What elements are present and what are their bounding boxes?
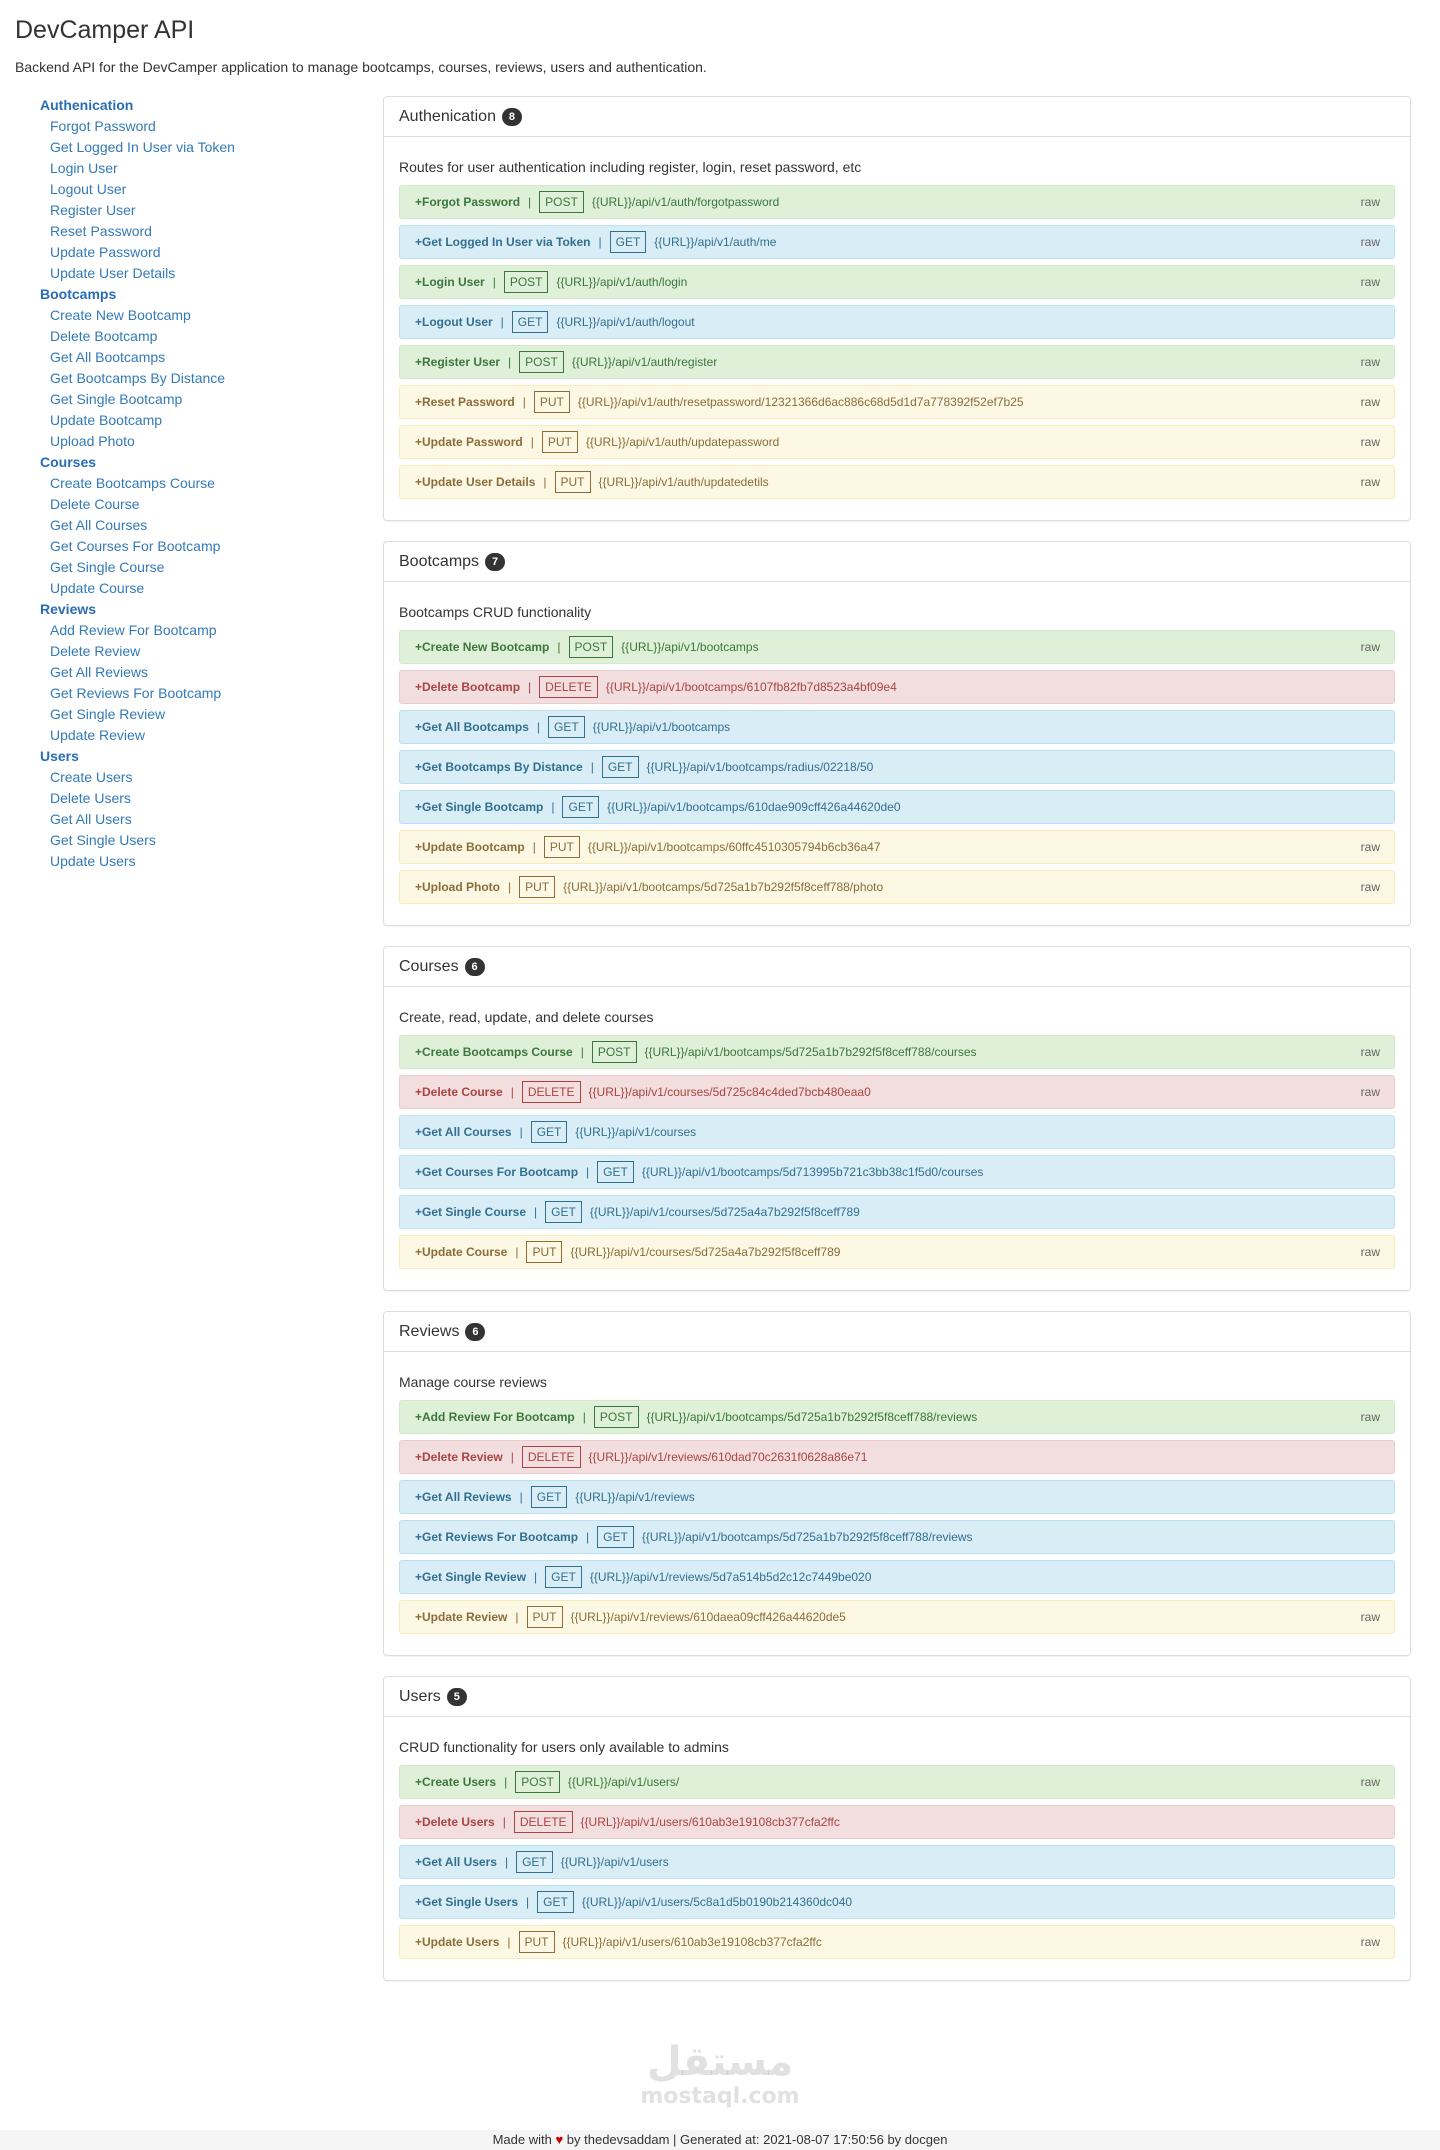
section-authenication (383, 96, 1411, 521)
method-badge: GET (562, 796, 599, 818)
section-title: Courses (399, 957, 459, 975)
sidebar-group-authenication[interactable]: Authenication (40, 97, 134, 113)
raw-link[interactable]: raw (1360, 195, 1380, 209)
raw-link[interactable]: raw (1360, 475, 1380, 489)
method-badge: GET (512, 311, 549, 333)
route-reset-password[interactable] (399, 385, 1395, 419)
sidebar-item-get-all-bootcamps[interactable]: Get All Bootcamps (50, 349, 166, 365)
raw-link[interactable]: raw (1360, 355, 1380, 369)
page-title: DevCamper API (15, 16, 195, 44)
route-get-single-users[interactable] (399, 1885, 1395, 1919)
sidebar-item-delete-review[interactable]: Delete Review (50, 643, 141, 659)
route-url: {{URL}}/api/v1/auth/me (654, 235, 777, 249)
route-name: +Get Single Review (415, 1570, 527, 1584)
method-badge: DELETE (522, 1081, 581, 1103)
route-login-user[interactable] (399, 265, 1395, 299)
route-separator: | (598, 235, 602, 249)
route-separator: | (500, 315, 504, 329)
route-url: {{URL}}/api/v1/courses (575, 1125, 697, 1139)
method-badge: GET (516, 1851, 553, 1873)
route-url: {{URL}}/api/v1/bootcamps/5d725a1b7b292f5f8ceff788/courses (644, 1045, 977, 1059)
sidebar-item-create-users[interactable]: Create Users (50, 769, 133, 785)
section-count-badge: 5 (447, 1688, 467, 1706)
section-heading (384, 542, 1410, 582)
route-name: +Update Course (415, 1245, 508, 1259)
route-url: {{URL}}/api/v1/auth/resetpassword/12321366d6ac886c68d5d1d7a778392f52ef7b25 (577, 395, 1024, 409)
method-badge: GET (602, 756, 639, 778)
sidebar-item-delete-course[interactable]: Delete Course (50, 496, 140, 512)
section-count-badge: 8 (502, 108, 522, 126)
route-name: +Create New Bootcamp (415, 640, 550, 654)
sidebar-item-get-logged-in-user-via-token[interactable]: Get Logged In User via Token (50, 139, 235, 155)
sidebar-nav (40, 95, 350, 872)
route-separator: | (580, 1045, 584, 1059)
section-title: Bootcamps (399, 552, 480, 570)
route-get-courses-for-bootcamp[interactable] (399, 1155, 1395, 1189)
route-name: +Add Review For Bootcamp (415, 1410, 575, 1424)
route-name: +Get All Bootcamps (415, 720, 529, 734)
route-url: {{URL}}/api/v1/bootcamps/5d713995b721c3bb38c1f5d0/courses (641, 1165, 984, 1179)
sidebar-item-get-all-reviews[interactable]: Get All Reviews (50, 664, 149, 680)
route-url: {{URL}}/api/v1/auth/forgotpassword (591, 195, 780, 209)
watermark-arabic: مستقل (646, 2039, 794, 2085)
sidebar-item-update-user-details[interactable]: Update User Details (50, 265, 176, 281)
method-badge: PUT (519, 1931, 555, 1953)
route-get-all-reviews[interactable] (399, 1480, 1395, 1514)
sidebar-item-update-course[interactable]: Update Course (50, 580, 145, 596)
sidebar-item-logout-user[interactable]: Logout User (50, 181, 127, 197)
sidebar-item-forgot-password[interactable]: Forgot Password (50, 118, 156, 134)
route-name: +Get Bootcamps By Distance (415, 760, 583, 774)
sidebar-item-update-bootcamp[interactable]: Update Bootcamp (50, 412, 163, 428)
route-name: +Reset Password (415, 395, 515, 409)
method-badge: GET (548, 716, 585, 738)
route-add-review-for-bootcamp[interactable] (399, 1400, 1395, 1434)
sidebar-item-create-bootcamps-course[interactable]: Create Bootcamps Course (50, 475, 215, 491)
sidebar-item-get-courses-for-bootcamp[interactable]: Get Courses For Bootcamp (50, 538, 221, 554)
sidebar-item-add-review-for-bootcamp[interactable]: Add Review For Bootcamp (50, 622, 217, 638)
sidebar-item-get-bootcamps-by-distance[interactable]: Get Bootcamps By Distance (50, 370, 226, 386)
route-get-all-users[interactable] (399, 1845, 1395, 1879)
route-name: +Create Bootcamps Course (415, 1045, 573, 1059)
section-description: Bootcamps CRUD functionality (399, 604, 592, 620)
route-url: {{URL}}/api/v1/bootcamps/radius/02218/50 (646, 760, 874, 774)
method-badge: PUT (534, 391, 570, 413)
method-badge: PUT (555, 471, 591, 493)
sidebar-item-upload-photo[interactable]: Upload Photo (50, 433, 135, 449)
route-separator: | (519, 1125, 523, 1139)
route-separator: | (551, 800, 555, 814)
route-separator: | (508, 355, 512, 369)
route-name: +Create Users (415, 1775, 497, 1789)
route-separator: | (508, 880, 512, 894)
route-separator: | (515, 1610, 519, 1624)
route-update-course[interactable] (399, 1235, 1395, 1269)
sidebar-item-reset-password[interactable]: Reset Password (50, 223, 152, 239)
route-url: {{URL}}/api/v1/users/610ab3e19108cb377cfa2ffc (580, 1815, 840, 1829)
section-count-badge: 7 (485, 553, 505, 571)
route-get-all-bootcamps[interactable] (399, 710, 1395, 744)
method-badge: POST (519, 351, 564, 373)
route-separator: | (557, 640, 561, 654)
route-separator: | (586, 1530, 590, 1544)
sidebar-group-users[interactable]: Users (40, 748, 79, 764)
route-logout-user[interactable] (399, 305, 1395, 339)
route-name: +Update Users (415, 1935, 500, 1949)
route-name: +Get Reviews For Bootcamp (415, 1530, 579, 1544)
route-separator: | (532, 840, 536, 854)
sidebar-item-update-users[interactable]: Update Users (50, 853, 136, 869)
route-url: {{URL}}/api/v1/bootcamps/5d725a1b7b292f5f8ceff788/photo (563, 880, 884, 894)
method-badge: DELETE (514, 1811, 573, 1833)
section-count-badge: 6 (465, 958, 485, 976)
route-separator: | (590, 760, 594, 774)
method-badge: PUT (527, 1606, 563, 1628)
raw-link[interactable]: raw (1360, 395, 1380, 409)
route-url: {{URL}}/api/v1/users/610ab3e19108cb377cfa2ffc (562, 1935, 822, 1949)
route-url: {{URL}}/api/v1/users/5c8a1d5b0190b214360dc040 (581, 1895, 853, 1909)
raw-link[interactable]: raw (1360, 640, 1380, 654)
route-separator: | (582, 1410, 586, 1424)
route-delete-users[interactable] (399, 1805, 1395, 1839)
route-separator: | (586, 1165, 590, 1179)
route-get-reviews-for-bootcamp[interactable] (399, 1520, 1395, 1554)
route-name: +Delete Review (415, 1450, 503, 1464)
route-separator: | (536, 720, 541, 734)
route-separator: | (526, 1895, 530, 1909)
route-separator: | (510, 1085, 514, 1099)
route-name: +Get Single Users (415, 1895, 519, 1909)
method-badge: GET (545, 1201, 582, 1223)
method-badge: POST (504, 271, 549, 293)
section-title: Reviews (399, 1322, 460, 1340)
main-content (383, 96, 1411, 2001)
route-url: {{URL}}/api/v1/reviews/610dad70c2631f0628a86e71 (588, 1450, 868, 1464)
route-url: {{URL}}/api/v1/bootcamps/5d725a1b7b292f5f8ceff788/reviews (646, 1410, 978, 1424)
section-description: Manage course reviews (399, 1374, 547, 1390)
route-name: +Upload Photo (415, 880, 500, 894)
section-title: Users (399, 1687, 441, 1705)
route-get-single-bootcamp[interactable] (399, 790, 1395, 824)
watermark-latin: mostaql.com (640, 2084, 800, 2109)
route-separator: | (534, 1205, 538, 1219)
route-url: {{URL}}/api/v1/bootcamps (592, 720, 731, 734)
sidebar-item-get-all-courses[interactable]: Get All Courses (50, 517, 148, 533)
route-separator: | (522, 395, 526, 409)
route-name: +Update User Details (415, 475, 536, 489)
sidebar-item-delete-users[interactable]: Delete Users (50, 790, 131, 806)
route-separator: | (502, 1815, 506, 1829)
sidebar-item-get-single-bootcamp[interactable]: Get Single Bootcamp (50, 391, 183, 407)
route-name: +Get All Users (415, 1855, 497, 1869)
page-description: Backend API for the DevCamper application to manage bootcamps, courses, reviews, users and authentication. (15, 59, 707, 75)
method-badge: GET (610, 231, 647, 253)
route-name: +Update Review (415, 1610, 508, 1624)
route-update-password[interactable] (399, 425, 1395, 459)
method-badge: POST (594, 1406, 639, 1428)
route-separator: | (530, 435, 534, 449)
route-url: {{URL}}/api/v1/courses/5d725a4a7b292f5f8ceff789 (570, 1245, 841, 1259)
route-delete-course[interactable] (399, 1075, 1395, 1109)
route-name: +Get Logged In User via Token (415, 235, 591, 249)
raw-link[interactable]: raw (1360, 1245, 1380, 1259)
sidebar-item-get-single-users[interactable]: Get Single Users (50, 832, 156, 848)
route-url: {{URL}}/api/v1/courses/5d725a4a7b292f5f8ceff789 (589, 1205, 860, 1219)
section-users (383, 1676, 1411, 1981)
section-heading (384, 947, 1410, 987)
route-separator: | (510, 1450, 514, 1464)
route-name: +Get Single Course (415, 1205, 527, 1219)
footer-made-with: Made with (492, 2132, 552, 2147)
footer-credits: by thedevsaddam | Generated at: 2021-08-07 17:50:56 by docgen (566, 2132, 948, 2147)
raw-link[interactable]: raw (1360, 435, 1380, 449)
route-separator: | (543, 475, 547, 489)
heart-icon: ♥ (555, 2132, 564, 2147)
route-update-users[interactable] (399, 1925, 1395, 1959)
route-get-logged-in-user-via-token[interactable] (399, 225, 1395, 259)
raw-link[interactable]: raw (1360, 1045, 1380, 1059)
route-url: {{URL}}/api/v1/courses/5d725c84c4ded7bcb480eaa0 (588, 1085, 871, 1099)
route-url: {{URL}}/api/v1/reviews/5d7a514b5d2c12c7449be020 (589, 1570, 872, 1584)
route-url: {{URL}}/api/v1/auth/updatedetils (598, 475, 769, 489)
route-name: +Forgot Password (415, 195, 521, 209)
watermark-logo (630, 2040, 810, 2109)
route-name: +Delete Users (415, 1815, 495, 1829)
method-badge: PUT (526, 1241, 562, 1263)
method-badge: POST (569, 636, 614, 658)
route-separator: | (507, 1935, 511, 1949)
method-badge: GET (545, 1566, 582, 1588)
section-count-badge: 6 (465, 1323, 485, 1341)
raw-link[interactable]: raw (1360, 275, 1380, 289)
sidebar-item-update-review[interactable]: Update Review (50, 727, 145, 743)
route-url: {{URL}}/api/v1/bootcamps/60ffc4510305794b6cb36a47 (587, 840, 881, 854)
sidebar-item-get-single-course[interactable]: Get Single Course (50, 559, 165, 575)
section-body (384, 137, 1410, 520)
route-name: +Update Bootcamp (415, 840, 525, 854)
sidebar-item-get-single-review[interactable]: Get Single Review (50, 706, 166, 722)
route-forgot-password[interactable] (399, 185, 1395, 219)
route-separator: | (528, 680, 532, 694)
route-separator: | (504, 1855, 509, 1869)
route-update-bootcamp[interactable] (399, 830, 1395, 864)
route-separator: | (519, 1490, 523, 1504)
route-url: {{URL}}/api/v1/auth/login (556, 275, 688, 289)
sidebar-item-get-reviews-for-bootcamp[interactable]: Get Reviews For Bootcamp (50, 685, 222, 701)
section-description: Create, read, update, and delete courses (399, 1009, 654, 1025)
page-header (15, 16, 707, 75)
section-description: CRUD functionality for users only available to admins (399, 1739, 729, 1755)
route-get-single-course[interactable] (399, 1195, 1395, 1229)
section-body (384, 582, 1410, 925)
route-get-bootcamps-by-distance[interactable] (399, 750, 1395, 784)
method-badge: POST (539, 191, 584, 213)
sidebar-item-update-password[interactable]: Update Password (50, 244, 161, 260)
route-url: {{URL}}/api/v1/users/ (567, 1775, 680, 1789)
raw-link[interactable]: raw (1360, 880, 1380, 894)
route-name: +Update Password (415, 435, 523, 449)
route-create-bootcamps-course[interactable] (399, 1035, 1395, 1069)
method-badge: POST (592, 1041, 637, 1063)
method-badge: POST (515, 1771, 560, 1793)
section-heading (384, 97, 1410, 137)
route-name: +Get Single Bootcamp (415, 800, 544, 814)
section-heading (384, 1677, 1410, 1717)
sidebar-item-get-all-users[interactable]: Get All Users (50, 811, 132, 827)
route-get-all-courses[interactable] (399, 1115, 1395, 1149)
route-url: {{URL}}/api/v1/bootcamps/6107fb82fb7d8523a4bf09e4 (605, 680, 897, 694)
route-name: +Delete Course (415, 1085, 503, 1099)
route-name: +Register User (415, 355, 501, 369)
route-url: {{URL}}/api/v1/bootcamps/610dae909cff426a44620de0 (607, 800, 901, 814)
method-badge: PUT (544, 836, 580, 858)
route-name: +Login User (415, 275, 485, 289)
section-title: Authenication (399, 107, 496, 125)
route-url: {{URL}}/api/v1/bootcamps (621, 640, 759, 654)
route-name: +Logout User (415, 315, 493, 329)
route-update-user-details[interactable] (399, 465, 1395, 499)
sidebar-item-login-user[interactable]: Login User (50, 160, 118, 176)
raw-link[interactable]: raw (1360, 1610, 1380, 1624)
section-courses (383, 946, 1411, 1291)
route-url: {{URL}}/api/v1/bootcamps/5d725a1b7b292f5f8ceff788/reviews (641, 1530, 973, 1544)
method-badge: DELETE (522, 1446, 581, 1468)
route-url: {{URL}}/api/v1/auth/register (571, 355, 718, 369)
route-create-new-bootcamp[interactable] (399, 630, 1395, 664)
method-badge: GET (531, 1486, 568, 1508)
raw-link[interactable]: raw (1360, 1410, 1380, 1424)
raw-link[interactable]: raw (1360, 840, 1380, 854)
route-name: +Get Courses For Bootcamp (415, 1165, 579, 1179)
sidebar-group-reviews[interactable]: Reviews (40, 601, 97, 617)
route-name: +Get All Reviews (415, 1490, 512, 1504)
section-body (384, 1352, 1410, 1655)
route-url: {{URL}}/api/v1/users (560, 1855, 669, 1869)
method-badge: GET (537, 1891, 574, 1913)
route-separator: | (534, 1570, 538, 1584)
method-badge: GET (597, 1526, 634, 1548)
method-badge: PUT (519, 876, 555, 898)
method-badge: DELETE (539, 676, 598, 698)
method-badge: GET (597, 1161, 634, 1183)
raw-link[interactable]: raw (1360, 235, 1380, 249)
route-url: {{URL}}/api/v1/auth/logout (556, 315, 695, 329)
route-register-user[interactable] (399, 345, 1395, 379)
section-description: Routes for user authentication including register, login, reset password, etc (399, 159, 862, 175)
route-delete-bootcamp[interactable] (399, 670, 1395, 704)
route-separator: | (492, 275, 496, 289)
route-url: {{URL}}/api/v1/auth/updatepassword (585, 435, 780, 449)
route-separator: | (515, 1245, 519, 1259)
section-reviews (383, 1311, 1411, 1656)
section-body (384, 1717, 1410, 1980)
sidebar-item-register-user[interactable]: Register User (50, 202, 136, 218)
route-url: {{URL}}/api/v1/reviews/610daea09cff426a44620de5 (570, 1610, 846, 1624)
raw-link[interactable]: raw (1360, 1775, 1380, 1789)
route-name: +Get All Courses (415, 1125, 512, 1139)
route-separator: | (504, 1775, 508, 1789)
route-delete-review[interactable] (399, 1440, 1395, 1474)
section-heading (384, 1312, 1410, 1352)
section-body (384, 987, 1410, 1290)
sidebar-item-delete-bootcamp[interactable]: Delete Bootcamp (50, 328, 158, 344)
method-badge: PUT (542, 431, 578, 453)
footer (0, 2130, 1440, 2150)
sidebar-group-bootcamps[interactable]: Bootcamps (40, 286, 117, 302)
route-create-users[interactable] (399, 1765, 1395, 1799)
sidebar-group-courses[interactable]: Courses (40, 454, 97, 470)
raw-link[interactable]: raw (1360, 1935, 1380, 1949)
route-url: {{URL}}/api/v1/reviews (575, 1490, 695, 1504)
method-badge: GET (531, 1121, 568, 1143)
sidebar-item-create-new-bootcamp[interactable]: Create New Bootcamp (50, 307, 191, 323)
route-separator: | (528, 195, 532, 209)
raw-link[interactable]: raw (1360, 1085, 1380, 1099)
route-name: +Delete Bootcamp (415, 680, 521, 694)
route-update-review[interactable] (399, 1600, 1395, 1634)
section-bootcamps (383, 541, 1411, 926)
route-upload-photo[interactable] (399, 870, 1395, 904)
route-get-single-review[interactable] (399, 1560, 1395, 1594)
